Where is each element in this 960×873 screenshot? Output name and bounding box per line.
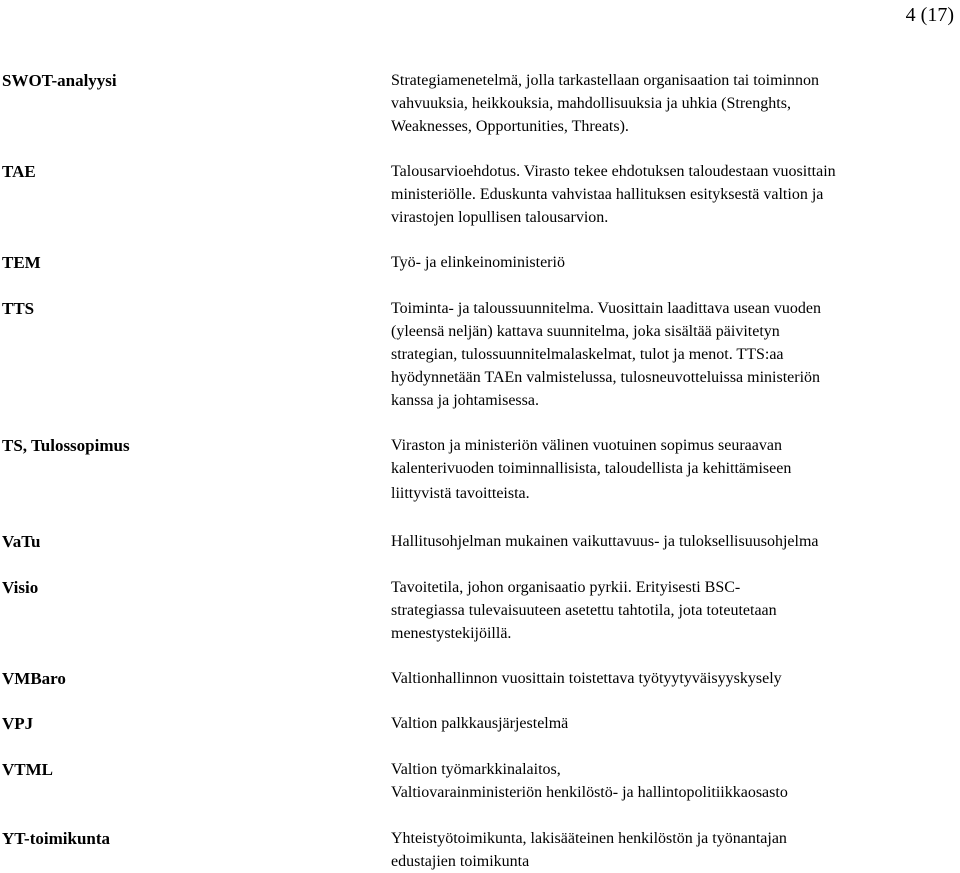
definition-line: vahvuuksia, heikkouksia, mahdollisuuksia ja uhkia (Strenghts,: [391, 95, 791, 112]
glossary-definition: [391, 667, 951, 690]
glossary-definition: [391, 712, 951, 735]
glossary-term: VPJ: [2, 714, 34, 733]
glossary-definition: [391, 160, 951, 229]
glossary-term: TS, Tulossopimus: [2, 436, 130, 455]
definition-line: hyödynnetään TAEn valmistelussa, tulosneuvotteluissa ministeriön: [391, 369, 821, 386]
glossary-term: VTML: [2, 760, 53, 779]
definition-line: Toiminta- ja taloussuunnitelma. Vuosittain laadittava usean vuoden: [391, 300, 821, 317]
definition-line: strategiassa tulevaisuuteen asetettu tahtotila, jota toteutetaan: [391, 602, 777, 619]
glossary-term: TTS: [2, 299, 35, 318]
glossary-definition: [391, 297, 951, 412]
glossary-definition: [391, 434, 951, 505]
definition-line: liittyvistä tavoitteista.: [391, 485, 530, 502]
definition-line: Yhteistyötoimikunta, lakisääteinen henkilöstön ja työnantajan: [391, 830, 787, 847]
definition-line: Valtion palkkausjärjestelmä: [391, 715, 569, 732]
page-number: 4 (17): [905, 4, 954, 26]
definition-line: Weaknesses, Opportunities, Threats).: [391, 118, 629, 135]
definition-line: Työ- ja elinkeinoministeriö: [391, 254, 565, 271]
glossary-term: Visio: [2, 578, 39, 597]
definition-line: Talousarvioehdotus. Virasto tekee ehdotuksen taloudestaan vuosittain: [391, 163, 836, 180]
definition-line: Valtionhallinnon vuosittain toistettava työtyytyväisyyskysely: [391, 670, 782, 687]
definition-line: strategian, tulossuunnitelmalaskelmat, tulot ja menot. TTS:aa: [391, 346, 784, 363]
definition-line: Viraston ja ministeriön välinen vuotuinen sopimus seuraavan: [391, 437, 782, 454]
glossary-term: SWOT-analyysi: [2, 71, 117, 90]
definition-line: Tavoitetila, johon organisaatio pyrkii. Erityisesti BSC-: [391, 579, 741, 596]
definition-line: Valtiovarainministeriön henkilöstö- ja hallintopolitiikkaosasto: [391, 784, 788, 801]
definition-line: Strategiamenetelmä, jolla tarkastellaan organisaation tai toiminnon: [391, 72, 820, 89]
definition-line: Valtion työmarkkinalaitos,: [391, 761, 561, 778]
definition-line: menestystekijöillä.: [391, 625, 512, 642]
definition-line: virastojen lopullisen talousarvion.: [391, 209, 609, 226]
definition-line: (yleensä neljän) kattava suunnitelma, joka sisältää päivitetyn: [391, 323, 780, 340]
glossary-definition: [391, 758, 951, 804]
glossary-term: VMBaro: [2, 669, 66, 688]
definition-line: edustajien toimikunta: [391, 853, 530, 870]
glossary-term: TEM: [2, 253, 41, 272]
definition-line: ministeriölle. Eduskunta vahvistaa hallituksen esityksestä valtion ja: [391, 186, 824, 203]
glossary-term: VaTu: [2, 532, 41, 551]
glossary-term: YT-toimikunta: [2, 829, 111, 848]
glossary-definition: [391, 530, 951, 553]
glossary-definition: [391, 827, 951, 873]
definition-line: kanssa ja johtamisessa.: [391, 392, 539, 409]
definition-line: kalenterivuoden toiminnallisista, taloudellista ja kehittämiseen: [391, 460, 792, 477]
glossary-definition: [391, 251, 951, 274]
glossary-definition: [391, 69, 951, 138]
glossary-definition: [391, 576, 951, 645]
definition-line: Hallitusohjelman mukainen vaikuttavuus- ja tuloksellisuusohjelma: [391, 533, 819, 550]
glossary-term: TAE: [2, 162, 36, 181]
